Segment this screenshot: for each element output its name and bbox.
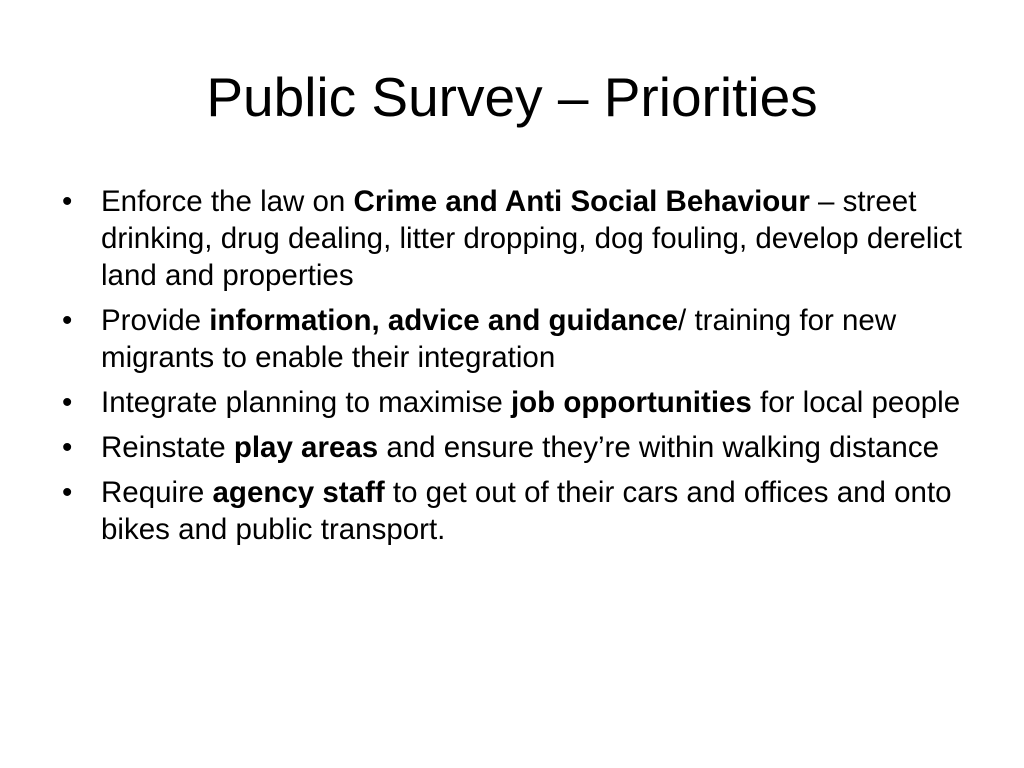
bullet-item: [62, 302, 962, 376]
bullet-text: Reinstate: [101, 431, 234, 464]
bullet-text: Enforce the law on: [101, 185, 354, 218]
bullet-text: for local people: [751, 386, 961, 419]
bullet-dot-icon: •: [62, 431, 73, 464]
bullet-text: / training for new migrants to enable their integration: [101, 304, 897, 374]
bullet-dot-icon: •: [62, 185, 73, 218]
bullet-dot-icon: •: [62, 476, 73, 509]
bullet-emphasis: play areas: [233, 431, 379, 464]
slide-title: Public Survey – Priorities: [206, 66, 818, 128]
bullet-emphasis: job opportunities: [510, 386, 752, 419]
bullet-item: [62, 429, 962, 466]
bullet-dot-icon: •: [62, 304, 73, 337]
bullet-text: Integrate planning to maximise: [101, 386, 511, 419]
bullet-text: to get out of their cars and offices and onto bikes and public transport.: [101, 476, 952, 546]
bullet-emphasis: agency staff: [212, 476, 385, 509]
bullet-item: [62, 183, 962, 294]
bullet-item: [62, 474, 962, 548]
bullet-dot-icon: •: [62, 386, 73, 419]
bullet-emphasis: information, advice and guidance: [209, 304, 679, 337]
bullet-text: – street drinking, drug dealing, litter dropping, dog fouling, develop derelict land and properties: [101, 185, 962, 292]
bullet-list: [62, 183, 962, 556]
bullet-item: [62, 384, 962, 421]
bullet-emphasis: Crime and Anti Social Behaviour: [353, 185, 810, 218]
bullet-text: Provide: [101, 304, 210, 337]
bullet-text: Require: [101, 476, 213, 509]
bullet-text: and ensure they’re within walking distance: [378, 431, 939, 464]
